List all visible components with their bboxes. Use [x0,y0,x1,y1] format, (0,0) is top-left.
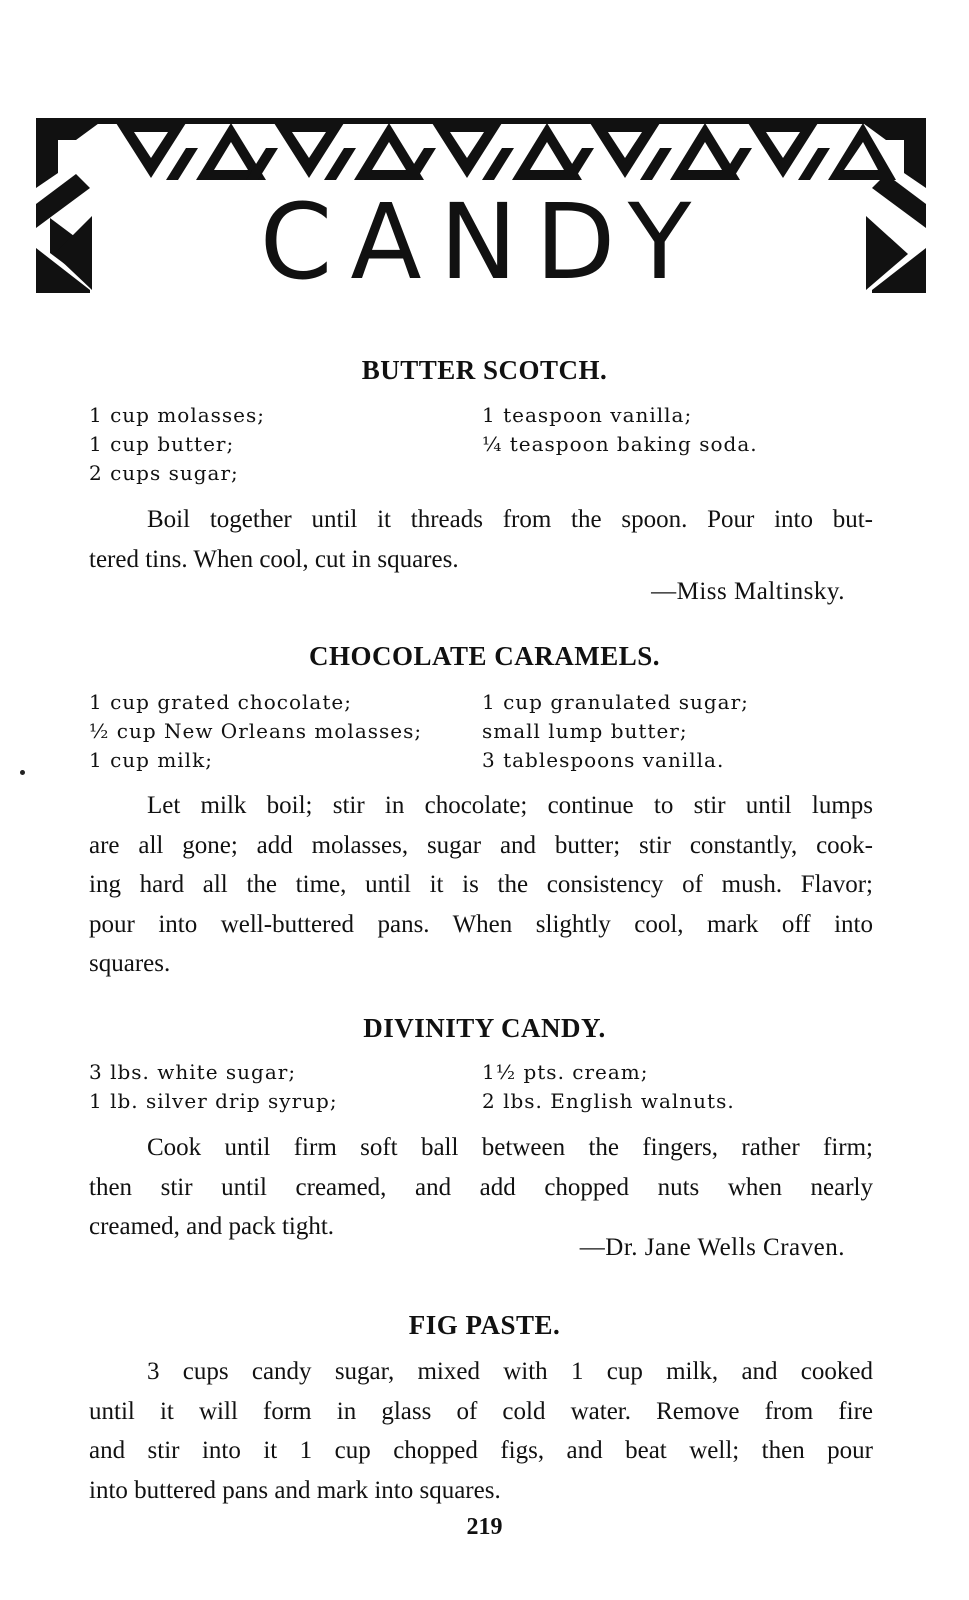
ingredient: 1 lb. silver drip syrup; [89,1089,338,1113]
page-number: 219 [466,1514,503,1540]
ingredient: 1 cup butter; [89,432,235,456]
ingredient-list-left [89,401,265,488]
recipe-title: BUTTER SCOTCH. [361,355,608,385]
ingredient-list-right [482,401,758,459]
directions-line: tered tins. When cool, cut in squares. [89,545,459,573]
directions-line: creamed, and pack tight. [89,1213,335,1240]
recipe-title: DIVINITY CANDY. [363,1013,606,1043]
directions-line: 3 cups candy sugar, mixed with 1 cup milk, and cooked [147,1358,873,1385]
directions-line: until it will form in glass of cold water. Remove from fire [89,1397,873,1425]
ingredient: 1 cup granulated sugar; [482,690,749,714]
directions-line: into buttered pans and mark into squares. [89,1476,501,1504]
ingredient: 2 lbs. English walnuts. [482,1089,735,1113]
recipe-directions [89,500,873,579]
ingredient: small lump butter; [482,719,688,743]
chapter-title: CANDY [259,181,710,303]
ingredient-list-right [482,1058,735,1116]
directions-line: then stir until creamed, and add chopped nuts when nearly [89,1173,873,1201]
recipe-title: CHOCOLATE CARAMELS. [308,641,661,671]
directions-line: are all gone; add molasses, sugar and butter; stir constantly, cook- [89,831,873,859]
ingredient: 3 tablespoons vanilla. [482,748,725,772]
ingredient: ¼ teaspoon baking soda. [482,432,758,456]
directions-line: and stir into it 1 cup chopped figs, and beat well; then pour [89,1437,873,1464]
ingredient: 2 cups sugar; [89,461,239,485]
recipe-directions [89,1352,873,1510]
recipe-directions [89,1128,873,1247]
ingredient: ½ cup New Orleans molasses; [89,719,423,743]
ingredient: 1½ pts. cream; [482,1060,649,1084]
print-speck [20,770,25,775]
ingredient-list-left [89,1058,338,1116]
directions-line: ing hard all the time, until it is the consistency of mush. Flavor; [89,871,873,898]
directions-line: Let milk boil; stir in chocolate; continue to stir until lumps [147,792,873,819]
recipe-attribution: —Miss Maltinsky. [651,578,845,605]
directions-line: Boil together until it threads from the spoon. Pour into but- [147,506,873,533]
ingredient: 3 lbs. white sugar; [89,1060,297,1084]
directions-line: squares. [89,950,171,977]
recipe-attribution: —Dr. Jane Wells Craven. [579,1234,845,1261]
directions-line: Cook until firm soft ball between the fingers, rather firm; [147,1134,873,1161]
recipe-title: FIG PASTE. [408,1310,561,1340]
recipe-directions [89,786,873,984]
ingredient-list-right [482,688,749,775]
directions-line: pour into well-buttered pans. When slightly cool, mark off into [89,910,873,938]
ingredient: 1 cup milk; [89,748,213,772]
ingredient-list-left [89,688,422,775]
ingredient: 1 cup grated chocolate; [89,690,352,714]
ingredient: 1 cup molasses; [89,403,266,427]
ingredient: 1 teaspoon vanilla; [482,403,693,427]
